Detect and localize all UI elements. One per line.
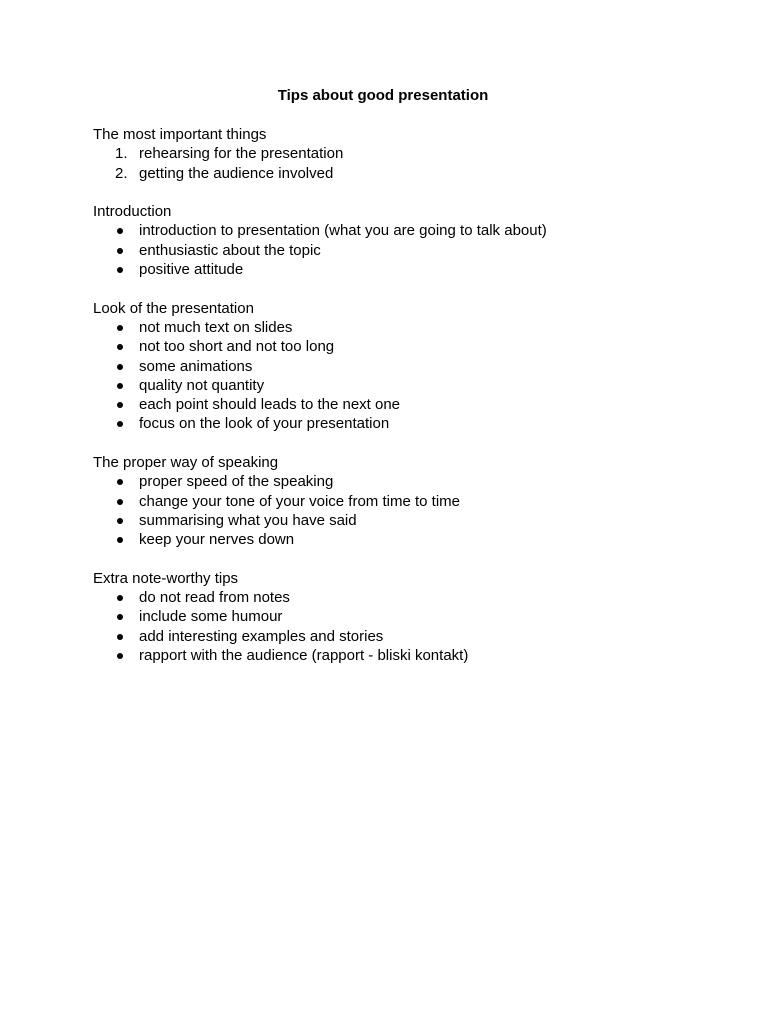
bullet-icon [117,518,123,524]
list-item-text: change your tone of your voice from time to time [139,492,460,510]
bullet-list [93,221,733,279]
list-item-text: rapport with the audience (rapport - bliski kontakt) [139,647,469,665]
bullet-icon [117,537,123,543]
bullet-icon [117,267,123,273]
list-item [93,144,733,163]
bullet-icon [117,248,123,254]
section [93,453,733,549]
bullet-list [93,318,733,434]
list-item-text: some animations [139,357,253,375]
list-item [93,627,733,646]
list-item [93,164,733,183]
list-item-text: summarising what you have said [139,511,357,529]
list-item-text: positive attitude [139,261,244,279]
list-item-text: focus on the look of your presentation [139,415,390,433]
section [93,569,733,665]
bullet-icon [117,228,123,234]
section-heading: The most important things [93,126,267,143]
section-heading: Introduction [93,203,172,221]
list-item [93,260,733,279]
section-heading: The proper way of speaking [93,454,279,472]
section-heading: Look of the presentation [93,299,254,317]
section-heading: Extra note-worthy tips [93,569,239,587]
bullet-icon [117,402,123,408]
bullet-icon [117,479,123,485]
list-item-text: do not read from notes [139,589,290,607]
list-item-text: proper speed of the speaking [139,473,334,491]
bullet-icon [117,383,123,389]
section [93,125,733,183]
list-item-text: enthusiastic about the topic [139,241,321,259]
bullet-icon [117,421,123,427]
list-item-text: add interesting examples and stories [139,627,384,645]
list-item [93,318,733,337]
document-title: Tips about good presentation [277,87,489,104]
bullet-icon [117,344,123,350]
bullet-icon [117,653,123,659]
list-item-text: rehearsing for the presentation [139,145,344,163]
list-item-text: not too short and not too long [139,338,335,356]
bullet-list [93,588,733,665]
list-item [93,221,733,240]
list-item [93,357,733,376]
list-item [93,492,733,511]
list-item [93,607,733,626]
list-item-text: introduction to presentation (what you are going to talk about) [139,222,547,240]
list-item [93,511,733,530]
list-item [93,414,733,433]
bullet-list [93,472,733,549]
list-item-text: keep your nerves down [139,531,295,549]
section [93,202,733,279]
list-item [93,646,733,665]
bullet-icon [117,634,123,640]
bullet-icon [117,595,123,601]
section [93,299,733,434]
list-number: 1. [115,145,128,163]
list-item-text: each point should leads to the next one [139,396,401,414]
bullet-icon [117,614,123,620]
numbered-list [93,144,733,183]
list-item [93,472,733,491]
list-item [93,395,733,414]
list-item [93,376,733,395]
list-item-text: not much text on slides [139,318,293,336]
list-item-text: include some humour [139,608,283,626]
bullet-icon [117,499,123,505]
list-item [93,241,733,260]
list-item [93,588,733,607]
list-item [93,530,733,549]
document-body [93,125,733,685]
list-item-text: getting the audience involved [139,164,334,182]
bullet-icon [117,364,123,370]
list-item-text: quality not quantity [139,376,265,394]
list-number: 2. [115,164,128,182]
list-item [93,337,733,356]
bullet-icon [117,325,123,331]
